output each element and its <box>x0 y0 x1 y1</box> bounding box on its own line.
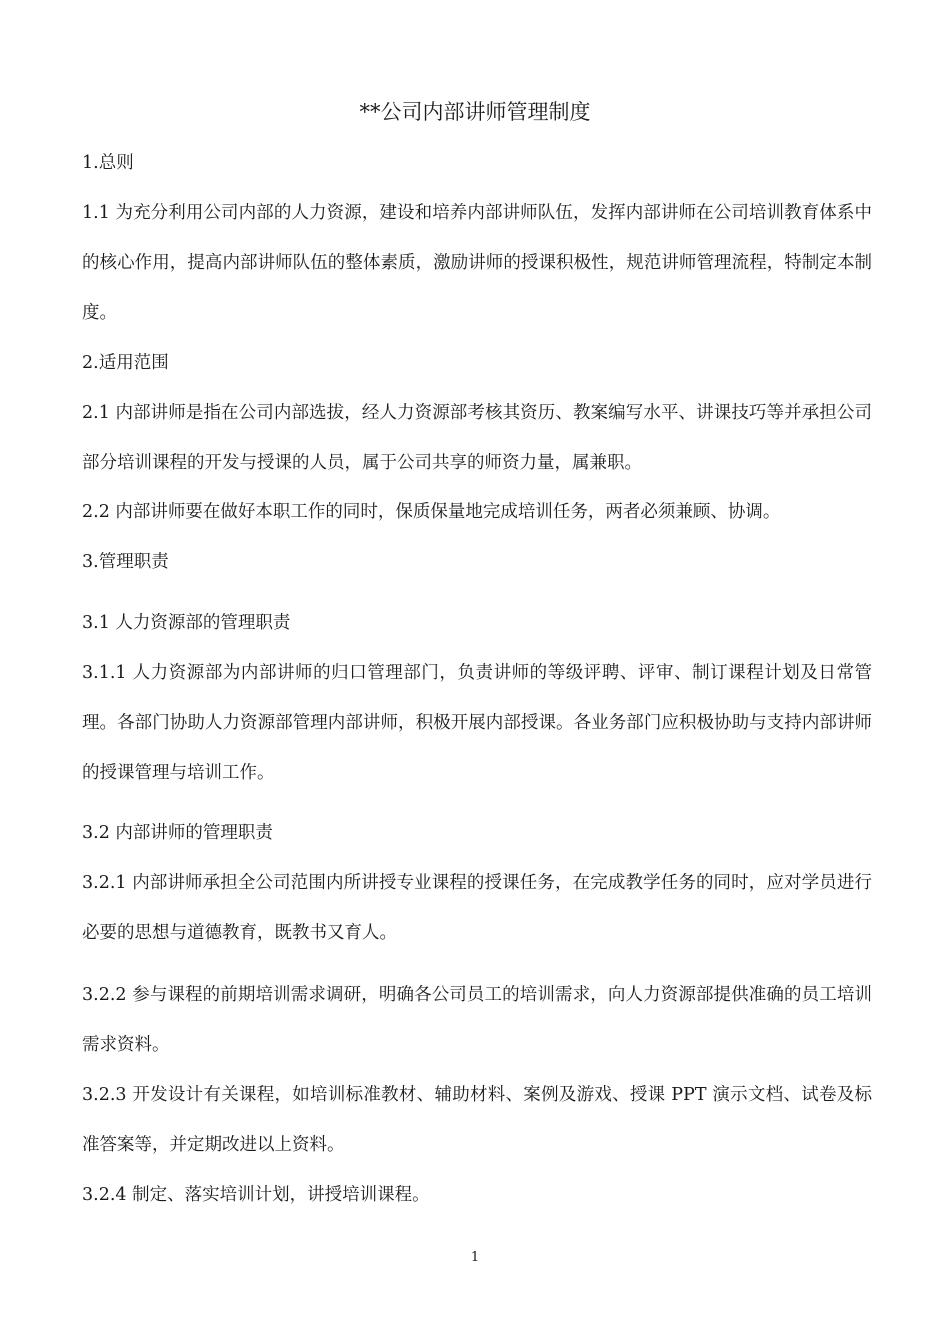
document-title: **公司内部讲师管理制度 <box>359 100 591 124</box>
paragraph-3-2-4: 3.2.4 制定、落实培训计划，讲授培训课程。 <box>82 1185 430 1205</box>
paragraph-2-2: 2.2 内部讲师要在做好本职工作的同时，保质保量地完成培训任务，两者必须兼顾、协调。 <box>82 502 781 522</box>
paragraph-3-2-1: 3.2.1 内部讲师承担全公司范围内所讲授专业课程的授课任务，在完成教学任务的同时，应对学员进行必要的思想与道德教育，既教书又育人。 <box>82 873 872 943</box>
section-heading-scope: 2.适用范围 <box>82 353 169 373</box>
paragraph-2-1: 2.1 内部讲师是指在公司内部选拔，经人力资源部考核其资历、教案编写水平、讲课技巧等并承担公司部分培训课程的开发与授课的人员，属于公司共享的师资力量，属兼职。 <box>82 403 872 473</box>
section-heading-general: 1.总则 <box>82 153 134 173</box>
paragraph-3-2-3: 3.2.3 开发设计有关课程，如培训标准教材、辅助材料、案例及游戏、授课 PPT 演示文档、试卷及标准答案等，并定期改进以上资料。 <box>82 1085 872 1155</box>
paragraph-3-1-1: 3.1.1 人力资源部为内部讲师的归口管理部门，负责讲师的等级评聘、评审、制订课程计划及日常管理。各部门协助人力资源部管理内部讲师，积极开展内部授课。各业务部门应积极协助与支持内部讲师的授课管理与培训工作。 <box>82 663 872 783</box>
page-number: 1 <box>470 1250 480 1265</box>
paragraph-3-2-2: 3.2.2 参与课程的前期培训需求调研，明确各公司员工的培训需求，向人力资源部提供准确的员工培训需求资料。 <box>82 985 872 1055</box>
section-heading-responsibilities: 3.管理职责 <box>82 552 169 572</box>
paragraph-1-1: 1.1 为充分利用公司内部的人力资源，建设和培养内部讲师队伍，发挥内部讲师在公司培训教育体系中的核心作用，提高内部讲师队伍的整体素质，激励讲师的授课积极性，规范讲师管理流程，特制定本制度。 <box>82 203 872 323</box>
subsection-heading-lecturer: 3.2 内部讲师的管理职责 <box>82 823 273 843</box>
subsection-heading-hr: 3.1 人力资源部的管理职责 <box>82 613 291 633</box>
